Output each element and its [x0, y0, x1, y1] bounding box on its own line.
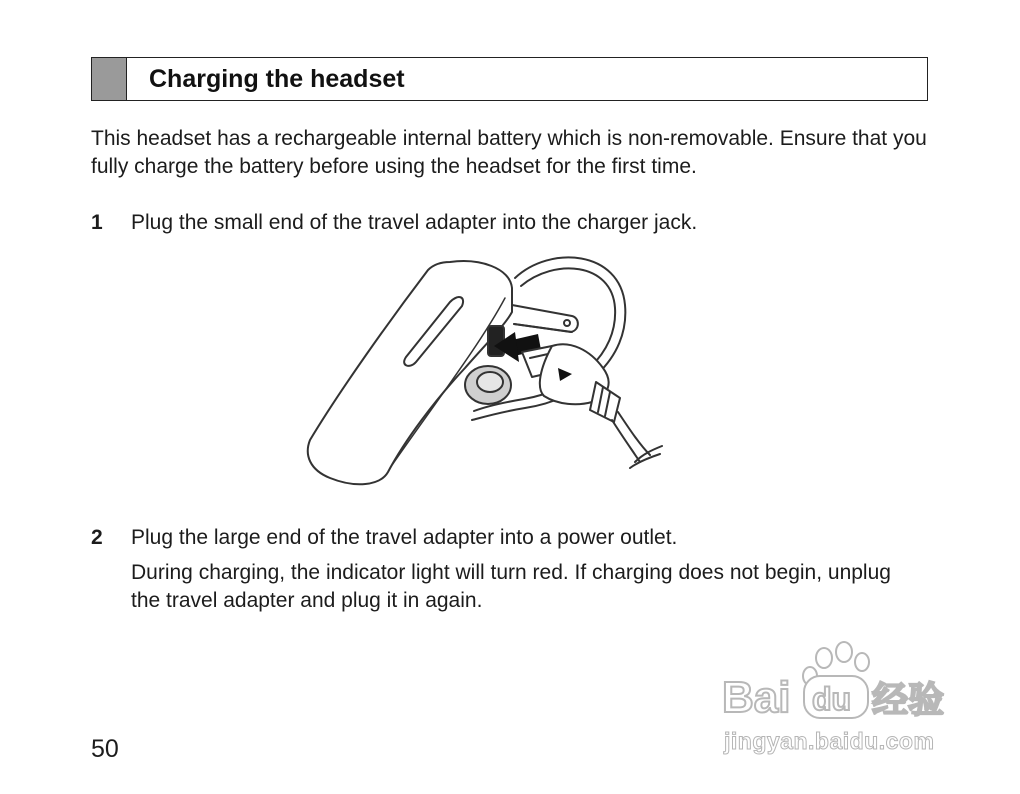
step-number: 2	[91, 526, 103, 549]
headset-charging-illustration	[300, 250, 680, 495]
step-text: Plug the small end of the travel adapter into the charger jack.	[131, 211, 698, 234]
page-number: 50	[91, 735, 119, 763]
section-title: Charging the headset	[149, 64, 405, 93]
watermark-url: jingyan.baidu.com	[724, 728, 935, 754]
step-2-detail: During charging, the indicator light will turn red. If charging does not begin, unplug the travel adapter and plug it in again.	[131, 561, 891, 612]
section-header-tab	[92, 58, 127, 100]
section-header	[91, 57, 928, 101]
intro-paragraph: This headset has a rechargeable internal battery which is non-removable. Ensure that you fully charge the battery before using the headset for the first time.	[91, 127, 927, 178]
step-number: 1	[91, 211, 103, 234]
svg-text:du: du	[812, 681, 852, 717]
step-text: Plug the large end of the travel adapter into a power outlet.	[131, 526, 678, 549]
baidu-jingyan-watermark-logo	[722, 640, 962, 730]
svg-text:经验: 经验	[872, 680, 945, 721]
svg-text:Bai: Bai	[722, 673, 791, 722]
